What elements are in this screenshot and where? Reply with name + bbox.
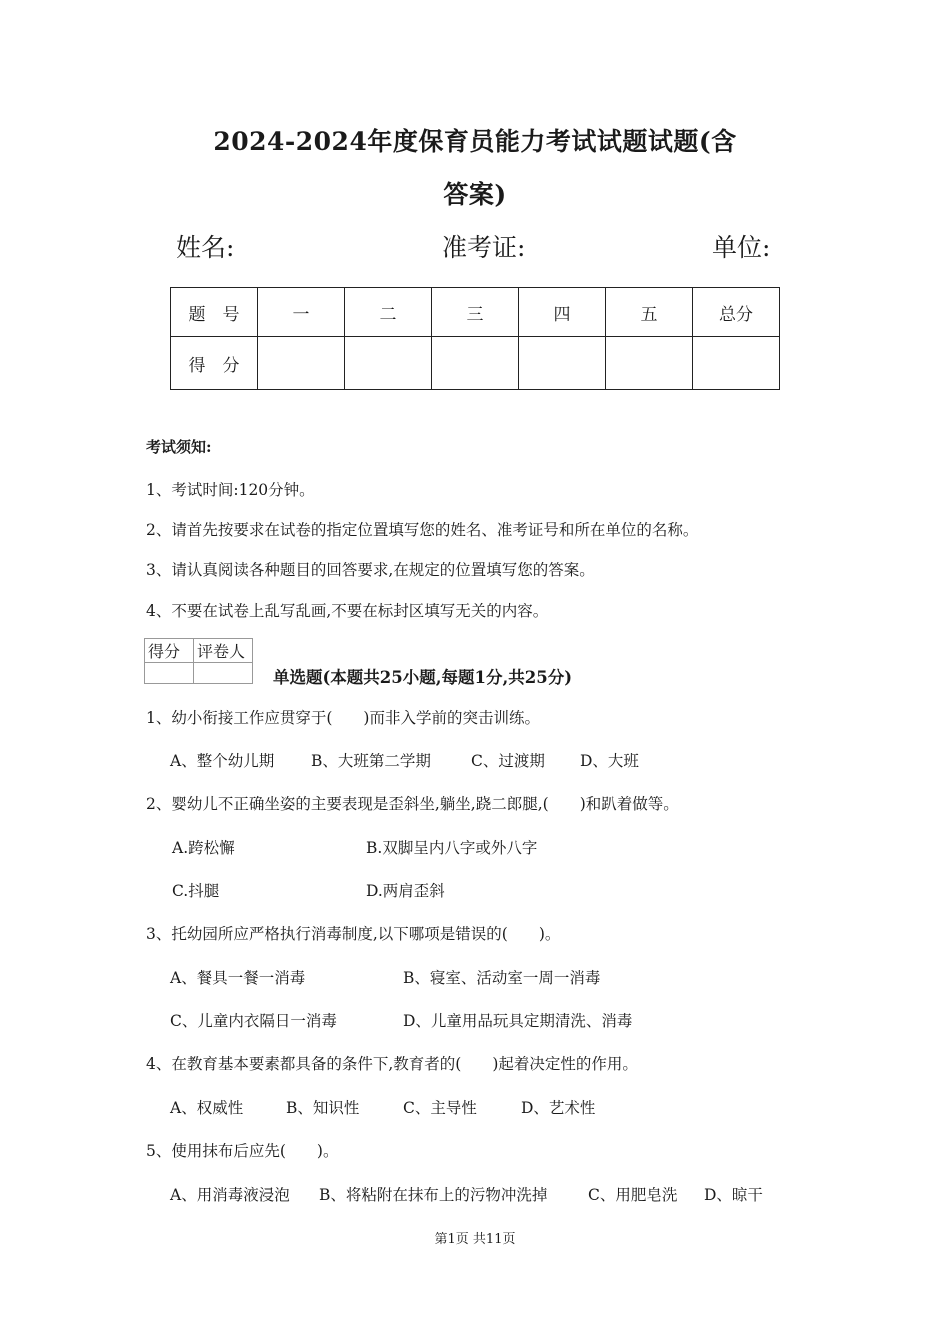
score-row-label: 得 分 xyxy=(171,337,258,390)
header-cell-3: 三 xyxy=(432,288,519,337)
document-title-line-2: 答案) xyxy=(443,180,507,209)
score-table-header-row xyxy=(171,288,780,337)
question-2-option-d[interactable]: D.两肩歪斜 xyxy=(366,882,445,900)
question-3-option-d[interactable]: D、儿童用品玩具定期清洗、消毒 xyxy=(403,1012,633,1030)
score-table xyxy=(170,287,780,390)
question-2-option-c[interactable]: C.抖腿 xyxy=(172,882,220,900)
notice-item: 3、请认真阅读各种题目的回答要求,在规定的位置填写您的答案。 xyxy=(146,561,595,579)
header-cell-4: 四 xyxy=(519,288,606,337)
page-number-footer: 第1页 共11页 xyxy=(434,1232,516,1247)
score-table-score-row xyxy=(171,337,780,390)
header-cell-2: 二 xyxy=(345,288,432,337)
notice-item: 2、请首先按要求在试卷的指定位置填写您的姓名、准考证号和所在单位的名称。 xyxy=(146,521,699,539)
question-1-option-d[interactable]: D、大班 xyxy=(580,752,639,770)
score-cell-1[interactable] xyxy=(258,337,345,390)
question-stem-5: 5、使用抹布后应先( )。 xyxy=(146,1142,339,1160)
question-3-option-c[interactable]: C、儿童内衣隔日一消毒 xyxy=(170,1012,337,1030)
question-stem-3: 3、托幼园所应严格执行消毒制度,以下哪项是错误的( )。 xyxy=(146,925,561,943)
question-4-option-a[interactable]: A、权威性 xyxy=(170,1099,244,1117)
header-cell-total: 总分 xyxy=(693,288,780,337)
grader-box xyxy=(144,638,253,684)
score-cell-2[interactable] xyxy=(345,337,432,390)
score-cell-4[interactable] xyxy=(519,337,606,390)
grader-box-score-label: 得分 xyxy=(145,639,194,663)
exam-number-field-label: 准考证: xyxy=(442,233,526,262)
question-stem-4: 4、在教育基本要素都具备的条件下,教育者的( )起着决定性的作用。 xyxy=(146,1055,638,1073)
question-5-option-d[interactable]: D、晾干 xyxy=(704,1186,763,1204)
header-cell-question-no: 题 号 xyxy=(171,288,258,337)
question-3-option-a[interactable]: A、餐具一餐一消毒 xyxy=(170,969,306,987)
question-4-option-b[interactable]: B、知识性 xyxy=(286,1099,360,1117)
section-title: 单选题(本题共25小题,每题1分,共25分) xyxy=(273,668,573,687)
question-2-option-a[interactable]: A.跨松懈 xyxy=(172,839,235,857)
header-cell-1: 一 xyxy=(258,288,345,337)
question-5-option-c[interactable]: C、用肥皂洗 xyxy=(588,1186,678,1204)
notice-heading: 考试须知: xyxy=(146,438,212,456)
notice-item: 4、不要在试卷上乱写乱画,不要在标封区填写无关的内容。 xyxy=(146,602,549,620)
question-4-option-d[interactable]: D、艺术性 xyxy=(521,1099,596,1117)
header-cell-5: 五 xyxy=(606,288,693,337)
question-1-option-b[interactable]: B、大班第二学期 xyxy=(311,752,431,770)
question-4-option-c[interactable]: C、主导性 xyxy=(403,1099,477,1117)
score-cell-total[interactable] xyxy=(693,337,780,390)
grader-box-score-cell[interactable] xyxy=(145,663,194,684)
score-cell-3[interactable] xyxy=(432,337,519,390)
question-stem-2: 2、婴幼儿不正确坐姿的主要表现是歪斜坐,躺坐,跷二郎腿,( )和趴着做等。 xyxy=(146,795,679,813)
document-title-line-1: 2024-2024年度保育员能力考试试题试题(含 xyxy=(213,127,737,156)
question-stem-1: 1、幼小衔接工作应贯穿于( )而非入学前的突击训练。 xyxy=(146,709,540,727)
grader-box-grader-cell[interactable] xyxy=(194,663,253,684)
unit-field-label: 单位: xyxy=(712,233,771,262)
question-2-option-b[interactable]: B.双脚呈内八字或外八字 xyxy=(366,839,538,857)
question-1-option-c[interactable]: C、过渡期 xyxy=(471,752,545,770)
grader-box-grader-label: 评卷人 xyxy=(194,639,253,663)
question-5-option-a[interactable]: A、用消毒液浸泡 xyxy=(170,1186,290,1204)
question-5-option-b[interactable]: B、将粘附在抹布上的污物冲洗掉 xyxy=(319,1186,548,1204)
question-3-option-b[interactable]: B、寝室、活动室一周一消毒 xyxy=(403,969,601,987)
name-field-label: 姓名: xyxy=(176,233,235,262)
notice-item: 1、考试时间:120分钟。 xyxy=(146,481,315,499)
question-1-option-a[interactable]: A、整个幼儿期 xyxy=(170,752,275,770)
score-cell-5[interactable] xyxy=(606,337,693,390)
